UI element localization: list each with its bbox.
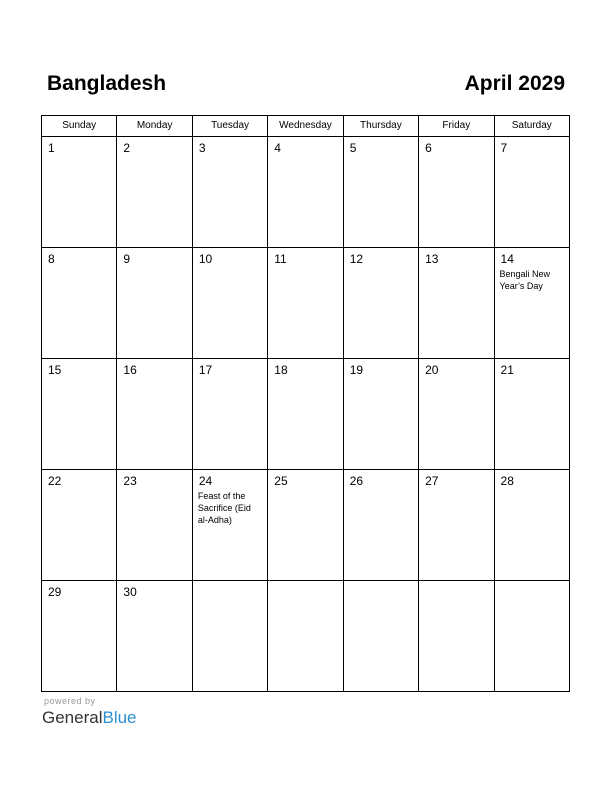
day-number: 25 — [274, 474, 288, 488]
day-number: 26 — [349, 474, 364, 488]
day-number: 8 — [48, 252, 55, 266]
day-cell — [419, 248, 494, 359]
day-number: 4 — [274, 141, 281, 155]
day-cell — [419, 359, 494, 470]
day-number: 23 — [123, 474, 137, 488]
day-cell — [117, 359, 192, 470]
day-cell — [268, 359, 343, 470]
day-cell — [494, 137, 569, 248]
day-cell — [343, 359, 418, 470]
day-number: 5 — [349, 141, 357, 155]
day-cell — [117, 248, 192, 359]
day-number: 28 — [500, 474, 514, 488]
day-number: 9 — [123, 252, 131, 266]
day-number: 13 — [425, 252, 439, 266]
day-cell — [494, 581, 569, 692]
week-row — [42, 248, 570, 359]
week-row — [42, 581, 570, 692]
day-cell — [343, 470, 418, 581]
day-number: 2 — [123, 141, 131, 155]
weekday-tuesday: Tuesday — [192, 116, 267, 137]
week-row — [42, 359, 570, 470]
day-number: 1 — [48, 141, 55, 155]
day-number: 21 — [500, 363, 514, 377]
day-cell — [419, 470, 494, 581]
powered-by-label: powered by — [44, 696, 96, 706]
day-number: 6 — [425, 141, 432, 155]
day-number: 27 — [425, 474, 439, 488]
day-cell — [192, 581, 267, 692]
day-cell — [42, 581, 117, 692]
day-cell — [42, 248, 117, 359]
day-cell — [419, 137, 494, 248]
day-cell — [268, 248, 343, 359]
brand-general-text: General — [42, 708, 103, 727]
day-cell — [117, 470, 192, 581]
holiday-label: Feast of the Sacrifice (Eid al-Adha) — [197, 491, 251, 525]
day-number: 29 — [48, 585, 62, 599]
day-cell — [42, 137, 117, 248]
calendar-body — [42, 137, 570, 692]
generalblue-logo[interactable] — [42, 707, 137, 729]
day-cell — [343, 137, 418, 248]
day-number: 16 — [123, 363, 137, 377]
day-cell — [343, 248, 418, 359]
weekday-wednesday: Wednesday — [268, 116, 343, 137]
weekday-monday: Monday — [117, 116, 192, 137]
day-cell — [192, 470, 267, 581]
day-cell — [42, 359, 117, 470]
weekday-friday: Friday — [419, 116, 494, 137]
day-cell — [419, 581, 494, 692]
day-cell — [494, 248, 569, 359]
day-number: 3 — [198, 141, 206, 155]
day-number: 15 — [48, 363, 62, 377]
day-cell — [268, 581, 343, 692]
day-cell — [268, 137, 343, 248]
weekday-saturday: Saturday — [494, 116, 569, 137]
country-title: Bangladesh — [47, 72, 167, 95]
weekday-thursday: Thursday — [343, 116, 418, 137]
day-number: 19 — [349, 363, 364, 377]
day-number: 30 — [123, 585, 137, 599]
day-cell — [117, 137, 192, 248]
day-cell — [494, 359, 569, 470]
day-cell — [192, 137, 267, 248]
day-cell — [117, 581, 192, 692]
week-row — [42, 470, 570, 581]
brand-blue-text: Blue — [102, 708, 137, 727]
day-cell — [494, 470, 569, 581]
day-cell — [268, 470, 343, 581]
weekday-sunday: Sunday — [42, 116, 117, 137]
day-cell — [192, 359, 267, 470]
day-cell — [42, 470, 117, 581]
holiday-label: Bengali New Year’s Day — [499, 269, 551, 291]
calendar-grid — [41, 115, 570, 692]
day-number: 7 — [500, 141, 508, 155]
day-number: 20 — [425, 363, 439, 377]
day-number: 14 — [500, 252, 514, 266]
day-number: 18 — [274, 363, 288, 377]
day-number: 24 — [198, 474, 213, 488]
day-cell — [192, 248, 267, 359]
week-row — [42, 137, 570, 248]
day-cell — [343, 581, 418, 692]
weekday-header-row — [42, 116, 570, 137]
day-number: 11 — [274, 252, 287, 266]
day-number: 12 — [349, 252, 364, 266]
day-number: 22 — [48, 474, 62, 488]
day-number: 17 — [198, 363, 213, 377]
month-title: April 2029 — [464, 72, 565, 95]
day-number: 10 — [198, 252, 213, 266]
